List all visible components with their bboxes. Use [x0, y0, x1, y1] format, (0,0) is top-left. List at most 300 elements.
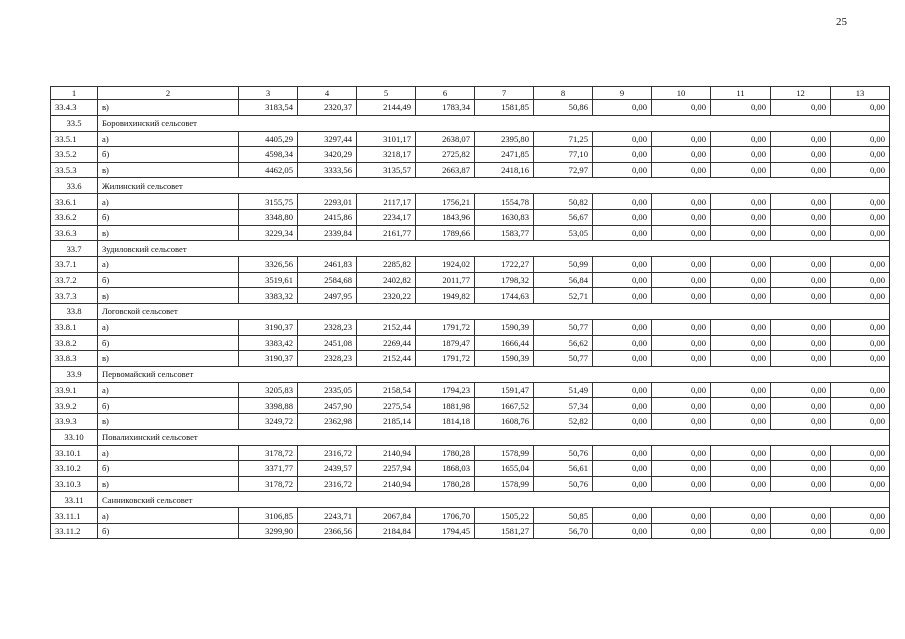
value-cell: 0,00: [711, 257, 771, 273]
value-cell: 0,00: [711, 398, 771, 414]
row-code: 33.8.1: [51, 319, 98, 335]
row-subitem: б): [98, 272, 239, 288]
value-cell: 2140,94: [357, 476, 416, 492]
row-subitem: а): [98, 382, 239, 398]
table-row: [51, 162, 890, 178]
value-cell: 3101,17: [357, 131, 416, 147]
value-cell: 3106,85: [239, 508, 298, 524]
section-code: 33.7: [51, 241, 98, 257]
value-cell: 0,00: [711, 382, 771, 398]
value-cell: 3190,37: [239, 319, 298, 335]
value-cell: 0,00: [831, 225, 890, 241]
row-code: 33.8.2: [51, 335, 98, 351]
value-cell: 1780,28: [416, 445, 475, 461]
value-cell: 2328,23: [298, 319, 357, 335]
column-header: 5: [357, 87, 416, 100]
value-cell: 0,00: [711, 476, 771, 492]
value-cell: 56,61: [534, 461, 593, 477]
section-title: Логовской сельсовет: [98, 303, 890, 319]
table-row: [51, 476, 890, 492]
value-cell: 71,25: [534, 131, 593, 147]
value-cell: 3371,77: [239, 461, 298, 477]
value-cell: 0,00: [831, 272, 890, 288]
value-cell: 0,00: [652, 413, 711, 429]
section-code: 33.8: [51, 303, 98, 319]
value-cell: 0,00: [711, 523, 771, 539]
column-header: 9: [593, 87, 652, 100]
value-cell: 0,00: [652, 476, 711, 492]
value-cell: 0,00: [771, 476, 831, 492]
value-cell: 1794,45: [416, 523, 475, 539]
column-header: 7: [475, 87, 534, 100]
value-cell: 1798,32: [475, 272, 534, 288]
value-cell: 0,00: [711, 147, 771, 163]
value-cell: 2339,84: [298, 225, 357, 241]
section-title: Боровихинский сельсовет: [98, 115, 890, 131]
value-cell: 0,00: [831, 100, 890, 116]
value-cell: 0,00: [771, 209, 831, 225]
value-cell: 3299,90: [239, 523, 298, 539]
value-cell: 3249,72: [239, 413, 298, 429]
value-cell: 1505,22: [475, 508, 534, 524]
value-cell: 0,00: [652, 131, 711, 147]
section-code: 33.6: [51, 178, 98, 194]
value-cell: 1578,99: [475, 445, 534, 461]
value-cell: 0,00: [831, 476, 890, 492]
row-subitem: а): [98, 194, 239, 210]
value-cell: 50,77: [534, 319, 593, 335]
value-cell: 2140,94: [357, 445, 416, 461]
value-cell: 1780,28: [416, 476, 475, 492]
value-cell: 0,00: [652, 382, 711, 398]
value-cell: 2269,44: [357, 335, 416, 351]
value-cell: 3183,54: [239, 100, 298, 116]
table-row: [51, 461, 890, 477]
value-cell: 0,00: [771, 335, 831, 351]
value-cell: 1814,18: [416, 413, 475, 429]
value-cell: 0,00: [771, 398, 831, 414]
value-cell: 2293,01: [298, 194, 357, 210]
column-header: 10: [652, 87, 711, 100]
value-cell: 1789,66: [416, 225, 475, 241]
value-cell: 0,00: [831, 288, 890, 304]
value-cell: 0,00: [711, 445, 771, 461]
row-code: 33.10.1: [51, 445, 98, 461]
table-row: [51, 523, 890, 539]
value-cell: 0,00: [831, 147, 890, 163]
value-cell: 0,00: [831, 257, 890, 273]
value-cell: 2234,17: [357, 209, 416, 225]
row-subitem: в): [98, 351, 239, 367]
value-cell: 0,00: [771, 351, 831, 367]
value-cell: 0,00: [652, 194, 711, 210]
value-cell: 3205,83: [239, 382, 298, 398]
value-cell: 0,00: [711, 288, 771, 304]
row-subitem: б): [98, 209, 239, 225]
value-cell: 50,77: [534, 351, 593, 367]
table-row: [51, 413, 890, 429]
page-number: 25: [836, 16, 847, 28]
value-cell: 0,00: [711, 272, 771, 288]
value-cell: 2117,17: [357, 194, 416, 210]
value-cell: 2725,82: [416, 147, 475, 163]
value-cell: 0,00: [831, 523, 890, 539]
value-cell: 72,97: [534, 162, 593, 178]
value-cell: 2161,77: [357, 225, 416, 241]
value-cell: 0,00: [771, 523, 831, 539]
value-cell: 0,00: [652, 225, 711, 241]
value-cell: 2335,05: [298, 382, 357, 398]
value-cell: 0,00: [831, 335, 890, 351]
section-row: [51, 429, 890, 445]
value-cell: 0,00: [831, 508, 890, 524]
value-cell: 2285,82: [357, 257, 416, 273]
value-cell: 3178,72: [239, 476, 298, 492]
value-cell: 1879,47: [416, 335, 475, 351]
value-cell: 50,76: [534, 445, 593, 461]
value-cell: 56,70: [534, 523, 593, 539]
table-row: [51, 100, 890, 116]
row-code: 33.5.2: [51, 147, 98, 163]
value-cell: 0,00: [711, 335, 771, 351]
value-cell: 1722,27: [475, 257, 534, 273]
value-cell: 0,00: [652, 461, 711, 477]
value-cell: 0,00: [771, 413, 831, 429]
value-cell: 0,00: [711, 162, 771, 178]
row-subitem: а): [98, 508, 239, 524]
value-cell: 0,00: [831, 194, 890, 210]
section-row: [51, 115, 890, 131]
value-cell: 0,00: [831, 413, 890, 429]
value-cell: 0,00: [593, 382, 652, 398]
table-row: [51, 288, 890, 304]
column-header: 11: [711, 87, 771, 100]
value-cell: 0,00: [652, 319, 711, 335]
value-cell: 3218,17: [357, 147, 416, 163]
column-header: 6: [416, 87, 475, 100]
value-cell: 0,00: [831, 461, 890, 477]
value-cell: 0,00: [593, 445, 652, 461]
value-cell: 2395,80: [475, 131, 534, 147]
table-row: [51, 508, 890, 524]
value-cell: 0,00: [652, 288, 711, 304]
value-cell: 0,00: [593, 476, 652, 492]
value-cell: 0,00: [711, 461, 771, 477]
row-code: 33.6.1: [51, 194, 98, 210]
value-cell: 0,00: [711, 508, 771, 524]
section-row: [51, 241, 890, 257]
column-header: 13: [831, 87, 890, 100]
table-row: [51, 398, 890, 414]
value-cell: 2439,57: [298, 461, 357, 477]
value-cell: 4598,34: [239, 147, 298, 163]
value-cell: 0,00: [831, 131, 890, 147]
row-code: 33.5.1: [51, 131, 98, 147]
value-cell: 2663,87: [416, 162, 475, 178]
value-cell: 2184,84: [357, 523, 416, 539]
section-title: Повалихинский сельсовет: [98, 429, 890, 445]
value-cell: 1783,34: [416, 100, 475, 116]
value-cell: 0,00: [711, 194, 771, 210]
value-cell: 0,00: [593, 147, 652, 163]
value-cell: 0,00: [652, 445, 711, 461]
row-code: 33.6.3: [51, 225, 98, 241]
value-cell: 0,00: [593, 257, 652, 273]
value-cell: 2144,49: [357, 100, 416, 116]
value-cell: 0,00: [652, 335, 711, 351]
value-cell: 2457,90: [298, 398, 357, 414]
row-code: 33.9.3: [51, 413, 98, 429]
column-header: 12: [771, 87, 831, 100]
value-cell: 0,00: [831, 209, 890, 225]
value-cell: 0,00: [593, 272, 652, 288]
value-cell: 0,00: [771, 225, 831, 241]
row-code: 33.9.1: [51, 382, 98, 398]
value-cell: 3326,56: [239, 257, 298, 273]
value-cell: 2243,71: [298, 508, 357, 524]
value-cell: 50,85: [534, 508, 593, 524]
value-cell: 1744,63: [475, 288, 534, 304]
value-cell: 2320,22: [357, 288, 416, 304]
value-cell: 0,00: [771, 100, 831, 116]
value-cell: 2328,23: [298, 351, 357, 367]
value-cell: 0,00: [771, 147, 831, 163]
value-cell: 0,00: [593, 319, 652, 335]
value-cell: 1655,04: [475, 461, 534, 477]
value-cell: 2275,54: [357, 398, 416, 414]
value-cell: 0,00: [593, 351, 652, 367]
section-row: [51, 178, 890, 194]
value-cell: 3383,42: [239, 335, 298, 351]
value-cell: 52,71: [534, 288, 593, 304]
value-cell: 2418,16: [475, 162, 534, 178]
value-cell: 56,62: [534, 335, 593, 351]
value-cell: 4405,29: [239, 131, 298, 147]
value-cell: 0,00: [711, 319, 771, 335]
value-cell: 2320,37: [298, 100, 357, 116]
section-code: 33.5: [51, 115, 98, 131]
row-subitem: а): [98, 445, 239, 461]
value-cell: 1583,77: [475, 225, 534, 241]
value-cell: 1554,78: [475, 194, 534, 210]
table-row: [51, 147, 890, 163]
value-cell: 3229,34: [239, 225, 298, 241]
value-cell: 0,00: [652, 351, 711, 367]
section-title: Жилинский сельсовет: [98, 178, 890, 194]
row-code: 33.7.1: [51, 257, 98, 273]
value-cell: 0,00: [652, 523, 711, 539]
value-cell: 0,00: [593, 162, 652, 178]
value-cell: 0,00: [652, 147, 711, 163]
section-row: [51, 303, 890, 319]
value-cell: 0,00: [771, 194, 831, 210]
row-subitem: а): [98, 319, 239, 335]
value-cell: 0,00: [771, 131, 831, 147]
row-subitem: а): [98, 131, 239, 147]
value-cell: 0,00: [593, 335, 652, 351]
value-cell: 51,49: [534, 382, 593, 398]
value-cell: 0,00: [593, 508, 652, 524]
value-cell: 0,00: [652, 508, 711, 524]
value-cell: 0,00: [593, 288, 652, 304]
value-cell: 2185,14: [357, 413, 416, 429]
value-cell: 3383,32: [239, 288, 298, 304]
value-cell: 0,00: [771, 162, 831, 178]
row-subitem: в): [98, 288, 239, 304]
section-title: Первомайский сельсовет: [98, 366, 890, 382]
column-header: 2: [98, 87, 239, 100]
value-cell: 1590,39: [475, 319, 534, 335]
value-cell: 2471,85: [475, 147, 534, 163]
value-cell: 3348,80: [239, 209, 298, 225]
value-cell: 0,00: [593, 461, 652, 477]
value-cell: 3155,75: [239, 194, 298, 210]
row-code: 33.5.3: [51, 162, 98, 178]
value-cell: 0,00: [593, 131, 652, 147]
value-cell: 2366,56: [298, 523, 357, 539]
value-cell: 57,34: [534, 398, 593, 414]
value-cell: 2152,44: [357, 351, 416, 367]
value-cell: 0,00: [771, 257, 831, 273]
column-header: 3: [239, 87, 298, 100]
value-cell: 2316,72: [298, 445, 357, 461]
table-header-row: [51, 87, 890, 100]
row-code: 33.7.3: [51, 288, 98, 304]
value-cell: 3297,44: [298, 131, 357, 147]
value-cell: 0,00: [593, 523, 652, 539]
value-cell: 0,00: [593, 225, 652, 241]
value-cell: 0,00: [771, 445, 831, 461]
value-cell: 3519,61: [239, 272, 298, 288]
value-cell: 53,05: [534, 225, 593, 241]
row-subitem: б): [98, 335, 239, 351]
value-cell: 1590,39: [475, 351, 534, 367]
table-row: [51, 335, 890, 351]
value-cell: 0,00: [593, 209, 652, 225]
section-row: [51, 492, 890, 508]
value-cell: 0,00: [771, 508, 831, 524]
value-cell: 0,00: [593, 398, 652, 414]
table-row: [51, 351, 890, 367]
value-cell: 0,00: [652, 162, 711, 178]
value-cell: 1949,82: [416, 288, 475, 304]
value-cell: 0,00: [711, 351, 771, 367]
value-cell: 1756,21: [416, 194, 475, 210]
value-cell: 1578,99: [475, 476, 534, 492]
value-cell: 0,00: [593, 100, 652, 116]
value-cell: 2362,98: [298, 413, 357, 429]
value-cell: 1706,70: [416, 508, 475, 524]
value-cell: 0,00: [771, 461, 831, 477]
row-subitem: в): [98, 476, 239, 492]
value-cell: 50,99: [534, 257, 593, 273]
value-cell: 2638,07: [416, 131, 475, 147]
row-code: 33.8.3: [51, 351, 98, 367]
value-cell: 3135,57: [357, 162, 416, 178]
value-cell: 0,00: [593, 194, 652, 210]
row-subitem: а): [98, 257, 239, 273]
section-title: Зудиловский сельсовет: [98, 241, 890, 257]
value-cell: 3190,37: [239, 351, 298, 367]
row-subitem: б): [98, 461, 239, 477]
value-cell: 50,86: [534, 100, 593, 116]
row-code: 33.11.2: [51, 523, 98, 539]
value-cell: 1581,85: [475, 100, 534, 116]
row-code: 33.6.2: [51, 209, 98, 225]
value-cell: 0,00: [711, 100, 771, 116]
table-row: [51, 131, 890, 147]
value-cell: 3420,29: [298, 147, 357, 163]
row-code: 33.4.3: [51, 100, 98, 116]
table-row: [51, 272, 890, 288]
column-header: 1: [51, 87, 98, 100]
value-cell: 1630,83: [475, 209, 534, 225]
table-row: [51, 257, 890, 273]
row-subitem: б): [98, 523, 239, 539]
table-row: [51, 194, 890, 210]
value-cell: 1591,47: [475, 382, 534, 398]
value-cell: 2011,77: [416, 272, 475, 288]
value-cell: 1868,03: [416, 461, 475, 477]
value-cell: 0,00: [831, 398, 890, 414]
value-cell: 4462,05: [239, 162, 298, 178]
table-row: [51, 225, 890, 241]
row-code: 33.7.2: [51, 272, 98, 288]
value-cell: 3333,56: [298, 162, 357, 178]
tariff-table: [50, 86, 890, 539]
table-body: [51, 87, 890, 539]
value-cell: 56,84: [534, 272, 593, 288]
row-code: 33.10.2: [51, 461, 98, 477]
value-cell: 1791,72: [416, 351, 475, 367]
value-cell: 2158,54: [357, 382, 416, 398]
value-cell: 0,00: [593, 413, 652, 429]
value-cell: 50,82: [534, 194, 593, 210]
value-cell: 50,76: [534, 476, 593, 492]
value-cell: 0,00: [771, 319, 831, 335]
value-cell: 0,00: [831, 162, 890, 178]
value-cell: 0,00: [652, 257, 711, 273]
value-cell: 1843,96: [416, 209, 475, 225]
value-cell: 0,00: [771, 272, 831, 288]
row-subitem: в): [98, 413, 239, 429]
section-title: Санниковский сельсовет: [98, 492, 890, 508]
value-cell: 0,00: [711, 131, 771, 147]
value-cell: 1667,52: [475, 398, 534, 414]
value-cell: 0,00: [711, 413, 771, 429]
value-cell: 2067,84: [357, 508, 416, 524]
row-subitem: в): [98, 225, 239, 241]
value-cell: 0,00: [831, 351, 890, 367]
row-subitem: б): [98, 398, 239, 414]
value-cell: 0,00: [771, 382, 831, 398]
value-cell: 2584,68: [298, 272, 357, 288]
value-cell: 2152,44: [357, 319, 416, 335]
row-subitem: в): [98, 162, 239, 178]
value-cell: 1794,23: [416, 382, 475, 398]
column-header: 8: [534, 87, 593, 100]
value-cell: 52,82: [534, 413, 593, 429]
value-cell: 2451,08: [298, 335, 357, 351]
value-cell: 2415,86: [298, 209, 357, 225]
value-cell: 2402,82: [357, 272, 416, 288]
section-code: 33.9: [51, 366, 98, 382]
value-cell: 1881,98: [416, 398, 475, 414]
row-code: 33.11.1: [51, 508, 98, 524]
value-cell: 1581,27: [475, 523, 534, 539]
section-code: 33.10: [51, 429, 98, 445]
value-cell: 1924,02: [416, 257, 475, 273]
